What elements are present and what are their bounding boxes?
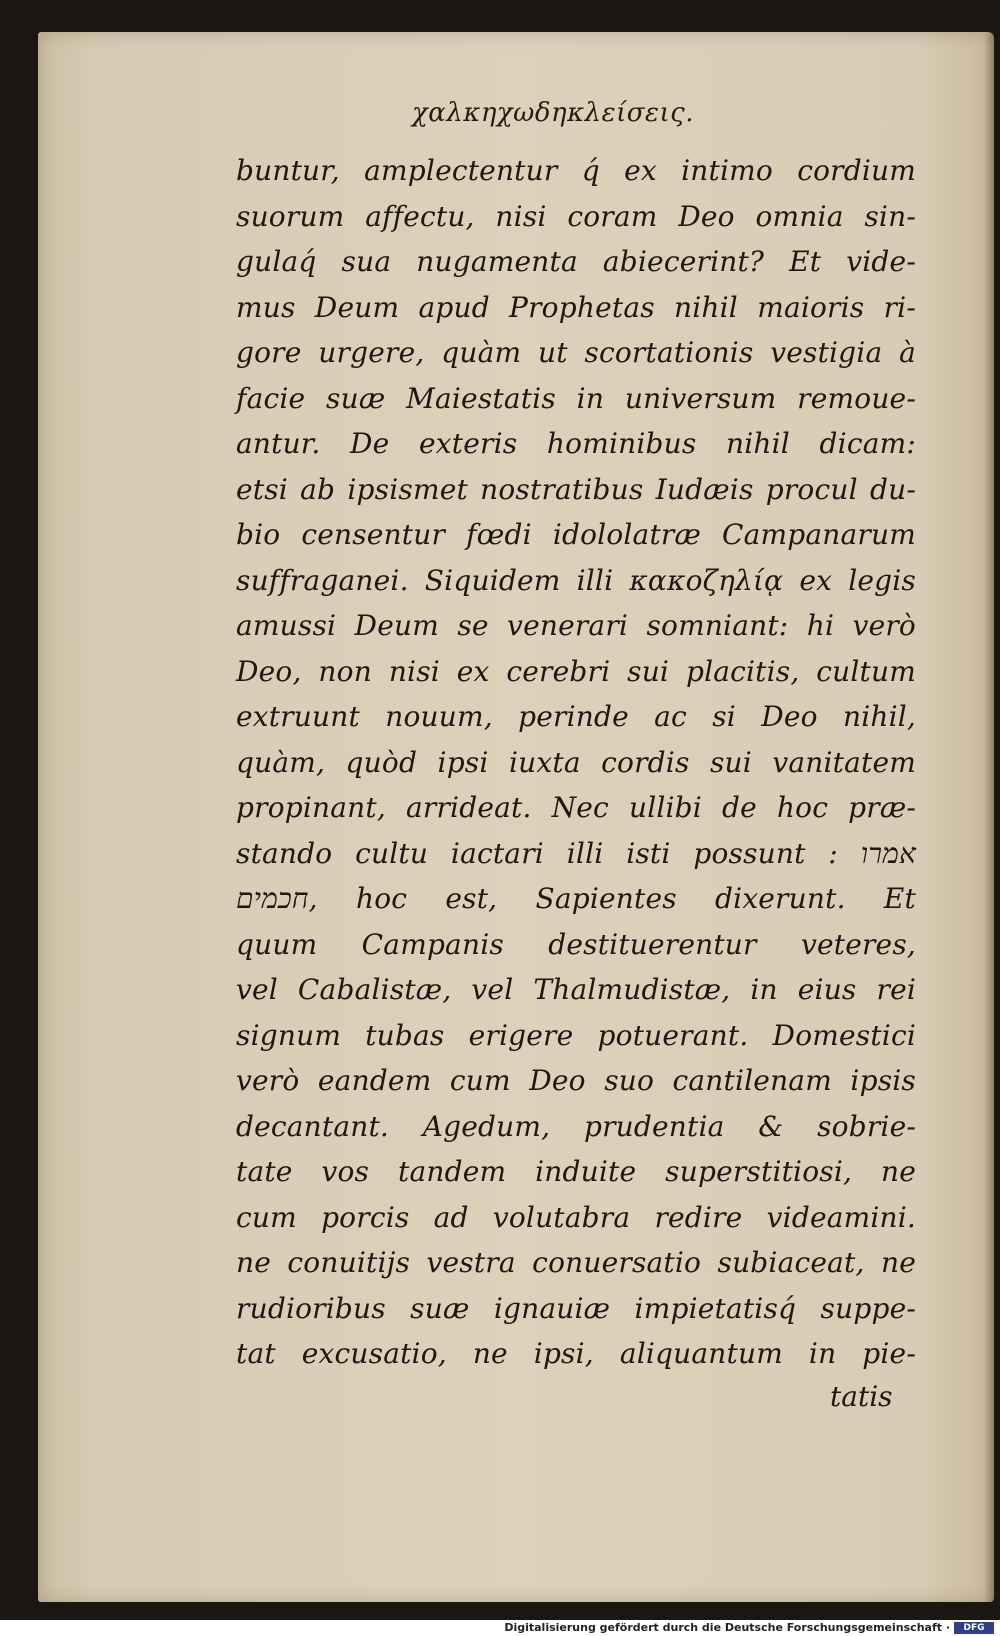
text-line: stando cultu iactari illi isti possunt : אמרו	[236, 836, 916, 870]
text-line: antur. De exteris hominibus nihil dicam:	[236, 427, 916, 460]
text-line: cum porcis ad volutabra redire videamini.	[236, 1200, 916, 1234]
text-line: amussi Deum se venerari somniant: hi verò	[236, 609, 916, 642]
text-line: Deo, non nisi ex cerebri sui placitis, cultum	[236, 654, 916, 688]
text-line: suorum affectu, nisi coram Deo omnia sin-	[236, 199, 916, 233]
running-head: χαλκηχωδηκλείσεις.	[412, 98, 694, 128]
text-line: propinant, arrideat. Nec ullibi de hoc præ-	[236, 791, 916, 824]
footer-bar	[0, 1620, 1000, 1636]
text-line: vel Cabalistæ, vel Thalmudistæ, in eius rei	[236, 973, 916, 1006]
text-line: חכמים, hoc est, Sapientes dixerunt. Et	[236, 882, 916, 915]
text-line: etsi ab ipsismet nostratibus Iudæis procul du-	[236, 472, 916, 506]
text-line: decantant. Agedum, prudentia & sobrie-	[236, 1109, 916, 1143]
text-line: quum Campanis destituerentur veteres,	[236, 927, 916, 961]
text-line: bio censentur fœdi idololatræ Campanarum	[236, 518, 916, 551]
text-line: quàm, quòd ipsi iuxta cordis sui vanitatem	[236, 745, 916, 779]
catchword: tatis	[830, 1380, 893, 1413]
page-edge-shadow	[984, 32, 994, 1602]
dfg-logo-icon: DFG	[954, 1622, 994, 1634]
text-line: extruunt nouum, perinde ac si Deo nihil,	[236, 700, 916, 733]
text-line: mus Deum apud Prophetas nihil maioris ri-	[236, 290, 916, 324]
text-line: tate vos tandem induite superstitiosi, ne	[236, 1155, 916, 1188]
text-line: gore urgere, quàm ut scortationis vestigia à	[236, 336, 916, 369]
text-line: rudioribus suæ ignauiæ impietatisq́ suppe-	[236, 1291, 916, 1325]
text-line: ne conuitijs vestra conuersatio subiaceat, ne	[236, 1246, 916, 1279]
text-line: suffraganei. Siquidem illi κακοζηλίᾳ ex legis	[236, 563, 916, 597]
text-line: verò eandem cum Deo suo cantilenam ipsis	[236, 1064, 916, 1097]
text-line: gulaq́ sua nugamenta abiecerint? Et vide-	[236, 245, 916, 278]
funding-credit: Digitalisierung gefördert durch die Deutsche Forschungsgemeinschaft ·	[504, 1621, 950, 1634]
body-text	[236, 148, 916, 1377]
text-line: signum tubas erigere potuerant. Domestici	[236, 1018, 916, 1052]
text-line: facie suæ Maiestatis in universum remoue-	[236, 381, 916, 415]
text-line: buntur, amplectentur q́ ex intimo cordium	[236, 154, 916, 187]
text-line: tat excusatio, ne ipsi, aliquantum in pie-	[236, 1337, 916, 1370]
